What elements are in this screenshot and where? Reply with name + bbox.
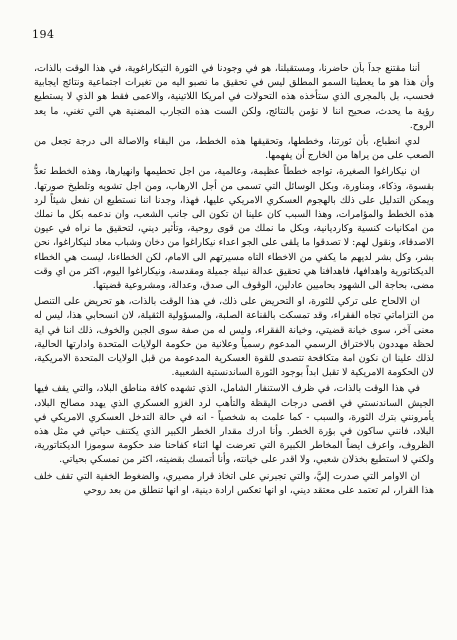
paragraph: في هذا الوقت بالذات، في ظرف الاستنفار الشامل، الذي تشهده كافة مناطق البلاد، والتي يقف فيها الجيش الساندنستي في اقصى درجات اليقظة والتأهب لرد الغزو العسكري الذي يهدد مصالح البلاد، يأمرونني بترك الثورة، والسبب - كما علمت به شخصياً - انه في حالة التدخل العسكري الامريكي في البلاد، فانني ساكون في بؤرة الخطر. وأنا ادرك مقدار الخطر الكبير الذي يكتنف حياتي في مثل هذه الظروف، واعرف ايضاً المخاطر الكبيرة التي تعرضت لها اثناء كفاحنا ضد حكومة سوموزا الديكتاتورية، ولكني لا استطيع بخذلان شعبي، ولا اقدر على خيانته، وأنا أتمسك بقضيته، اكثر من تمسكي بحياتي.	[34, 383, 434, 466]
page-number: 194	[32, 28, 55, 41]
paragraph: لدي انطباع، بأن ثورتنا، وخططها، وتحقيقها هذه الخطط، من البقاء والاصالة الى درجة تجعل من الصعب على من يراها من الخارج أن يفهمها.	[34, 136, 434, 162]
paragraph: ان الاوامر التي صدرت إليَّ، والتي تجبرني على اتخاذ قرار مصيري، والضغوط الخفية التي تقف خلف هذا القرار، لم تعتمد على معتقد ديني، او انها تعكس ارادة دينية، او انها تنطلق من بعد روحي	[34, 470, 434, 496]
body-text	[34, 62, 434, 630]
paragraph: ان الالحاح على تركي للثورة، او التحريض على ذلك، في هذا الوقت بالذات، هو تحريض على التنصل من التزاماتي تجاه الفقراء، وقد تمسكت بالقناعة الصلبة، والمسؤولية الثقيلة، لان انسحابي هذا، ليس له معنى آخر، سوى خيانة قضيتي، وخيانة الفقراء، وليس له من صفة سوى الجبن والخوف، ذلك اننا في اية لحظة مهددون بالاختراق الرسمي المدعوم رسمياً وعلانية من حكومة الولايات المتحدة وادارتها الحالية، لذلك علينا ان نكون امة متكافحة تتصدى للقوة العسكرية المدعومة من قبل الولايات المتحدة الامريكية، لان الحكومة الامريكية لا تقبل ابداً بوجود الثورة الساندنستية الشعبية.	[34, 296, 434, 379]
paragraph: أننا مقتنع جداً بأن حاضرنا، ومستقبلنا، هو في وجودنا في الثورة التيكاراغوية، في هذا الوقت بالذات، وأن هذا هو ما يعطينا السمو المطلق ليس في تحقيق ما نصبو اليه من تغيرات اجتماعية ونتائج ايجابية فحسب، بل بالمجرى الذي ستأخذه هذه التحولات في امريكا اللاتينية، والاعمى فقط هو الذي لا يستطيع رؤية ما يحدث، صحيح اننا لا نؤمن بالنتائج، ولكن الست هذه التجارب المضنية هي التي تغني، ما يعد الروح.	[34, 63, 434, 131]
paragraph: ان نيكاراغوا الصغيرة، تواجه خططاً عظيمة، وعالمية، من اجل تحطيمها وانهيارها، وهذه الخطط تعدُّ بقسوة، وذكاء، ومناورة، وبكل الوسائل التي تسمى من أجل الارهاب، ومن اجل تشويه وتلطيخ صورتها. ويمكن التدليل على ذلك بالهجوم العسكري الامريكي عليها، فهذا، وجدنا اننا نستطيع ان نفعل شيئاً لرد هذه الخطط والمؤامرات، وهذا السبب كان علينا ان تكون الى جانب الشعب، وان ندعمه بكل ما نملك من امكانيات كنسية وكارديانية، وبكل ما نملك من قوى روحية، وتأثير ديني، لتحقيق ما نراه في عيون الاصدقاء، ونقول لهم: لا تصدقوا ما يلقى على الجو اعداء نيكاراغوا من دخان وشباب معاد لنيكاراغوا، نحن بشر، وكل بشر لديهم ما يكفي من الاخطاء التاه مسيرتهم الى الامام، لكن الخطاءنا، ليست هي الخطاء الديكتاتورية واهدافها، فاهدافنا هي تحقيق عدالة نبيلة جميلة ومقدسة، ونيكاراغوا اليوم، اكثر من اي وقت مضى، بحاجة الى الشهود بحاميين عادلين، الوقوف الى صدق، وعدالة، ومشروعية قضيتها.	[34, 166, 434, 292]
